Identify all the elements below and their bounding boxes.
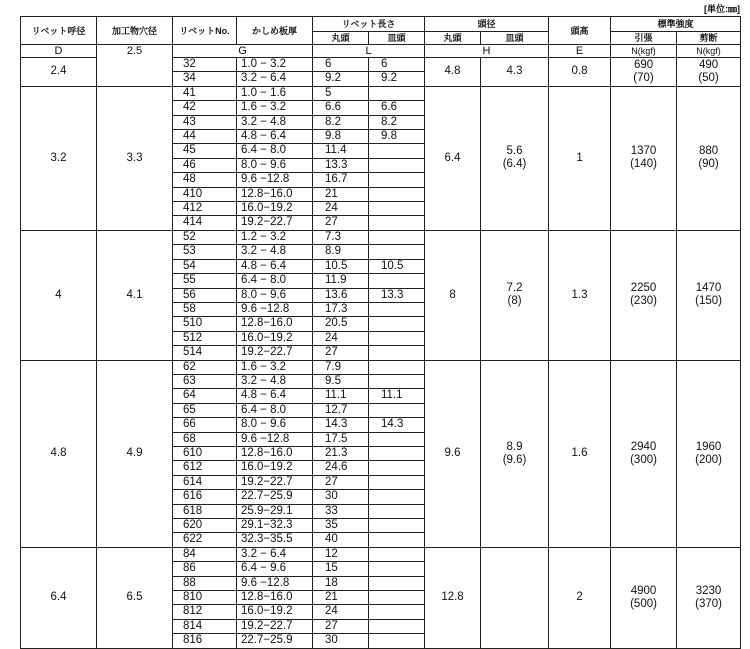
grip-range-cell: 4.8 − 6.4 xyxy=(237,389,313,403)
grip-range-cell: 22.7−25.9 xyxy=(237,634,313,648)
shear-cell xyxy=(677,360,741,547)
head-dia-flat-cell xyxy=(481,547,549,648)
grip-range-cell: 6.4 − 8.0 xyxy=(237,403,313,417)
grip-range-cell: 12.8−16.0 xyxy=(237,317,313,331)
header-rivet-size: リベット呼径 xyxy=(21,17,97,45)
shear-cell xyxy=(677,58,741,87)
table-body xyxy=(21,58,741,649)
length-round-cell: 8.9 xyxy=(313,245,369,259)
length-round-cell: 35 xyxy=(313,519,369,533)
rivet-no-cell: 54 xyxy=(173,259,237,273)
length-round-cell: 24.6 xyxy=(313,461,369,475)
length-round-cell: 12.7 xyxy=(313,403,369,417)
length-round-cell: 11.4 xyxy=(313,144,369,158)
rivet-no-cell: 34 xyxy=(173,72,237,86)
head-height-cell: 1.3 xyxy=(549,230,611,360)
tensile-cell xyxy=(611,230,677,360)
length-round-cell: 30 xyxy=(313,490,369,504)
length-round-cell: 6 xyxy=(313,58,369,72)
length-round-cell: 27 xyxy=(313,475,369,489)
header-rivet-length: リベット長さ xyxy=(313,17,425,32)
head-dia-round-cell: 9.6 xyxy=(425,360,481,547)
grip-range-cell: 3.2 − 4.8 xyxy=(237,115,313,129)
grip-range-cell: 16.0−19.2 xyxy=(237,331,313,345)
head-dia-flat-cell: 8.9 (9.6) xyxy=(481,360,549,547)
length-round-cell: 7.3 xyxy=(313,230,369,244)
grip-range-cell: 12.8−16.0 xyxy=(237,187,313,201)
length-flat-cell xyxy=(369,86,425,100)
length-flat-cell: 14.3 xyxy=(369,418,425,432)
rivet-size-cell: 3.2 xyxy=(21,86,97,230)
length-round-cell: 13.6 xyxy=(313,288,369,302)
grip-range-cell: 6.4 − 9.6 xyxy=(237,562,313,576)
grip-range-cell: 6.4 − 8.0 xyxy=(237,274,313,288)
tensile-kgf: (500) xyxy=(630,597,657,610)
grip-range-cell: 16.0−19.2 xyxy=(237,605,313,619)
rivet-no-cell: 414 xyxy=(173,216,237,230)
table-row xyxy=(21,86,741,100)
rivet-no-cell: 610 xyxy=(173,446,237,460)
rivet-no-cell: 618 xyxy=(173,504,237,518)
rivet-no-cell: 58 xyxy=(173,302,237,316)
head-dia-round-cell: 12.8 xyxy=(425,547,481,648)
shear-kgf: (90) xyxy=(698,158,719,171)
shear-kgf: (150) xyxy=(695,295,722,308)
drill-hole-cell: 4.9 xyxy=(97,360,173,547)
rivet-no-cell: 616 xyxy=(173,490,237,504)
length-flat-cell: 10.5 xyxy=(369,259,425,273)
header-row-1 xyxy=(21,17,741,32)
shear-newton: 3230 xyxy=(695,584,722,597)
grip-range-cell: 4.8 − 6.4 xyxy=(237,259,313,273)
header-head-flat: 皿頭 xyxy=(481,32,549,45)
rivet-no-cell: 514 xyxy=(173,346,237,360)
length-flat-cell xyxy=(369,202,425,216)
grip-range-cell: 19.2−22.7 xyxy=(237,475,313,489)
length-flat-cell xyxy=(369,317,425,331)
shear-kgf: (370) xyxy=(695,597,722,610)
rivet-no-cell: 68 xyxy=(173,432,237,446)
length-flat-cell xyxy=(369,432,425,446)
head-dia-round-cell: 4.8 xyxy=(425,58,481,87)
grip-range-cell: 9.6 −12.8 xyxy=(237,302,313,316)
length-round-cell: 15 xyxy=(313,562,369,576)
rivet-no-cell: 63 xyxy=(173,374,237,388)
rivet-size-cell: 4.8 xyxy=(21,360,97,547)
length-round-cell: 17.3 xyxy=(313,302,369,316)
length-round-cell: 12 xyxy=(313,547,369,561)
tensile-kgf: (140) xyxy=(630,158,657,171)
rivet-no-cell: 56 xyxy=(173,288,237,302)
length-round-cell: 24 xyxy=(313,331,369,345)
length-flat-cell xyxy=(369,591,425,605)
grip-range-cell: 19.2−22.7 xyxy=(237,216,313,230)
shear-newton: 490 xyxy=(698,58,719,71)
header-strength: 標準強度 xyxy=(611,17,741,32)
rivet-size-cell: 4 xyxy=(21,230,97,360)
length-round-cell: 24 xyxy=(313,605,369,619)
header-length-flat: 皿頭 xyxy=(369,32,425,45)
head-height-cell: 2 xyxy=(549,547,611,648)
header-grip: かしめ板厚 xyxy=(237,17,313,45)
header-head-round: 丸頭 xyxy=(425,32,481,45)
rivet-no-cell: 46 xyxy=(173,158,237,172)
length-flat-cell xyxy=(369,302,425,316)
tensile-kgf: (300) xyxy=(630,453,657,466)
rivet-no-cell: 410 xyxy=(173,187,237,201)
length-flat-cell xyxy=(369,144,425,158)
length-flat-cell xyxy=(369,158,425,172)
length-flat-cell: 8.2 xyxy=(369,115,425,129)
rivet-no-cell: 64 xyxy=(173,389,237,403)
rivet-no-cell: 45 xyxy=(173,144,237,158)
shear-unit: N(kgf) xyxy=(677,45,741,58)
rivet-no-cell: 41 xyxy=(173,86,237,100)
shear-cell xyxy=(677,86,741,230)
grip-range-cell: 32.3−35.5 xyxy=(237,533,313,547)
tensile-unit: N(kgf) xyxy=(611,45,677,58)
grip-range-cell: 12.8−16.0 xyxy=(237,446,313,460)
length-round-cell: 33 xyxy=(313,504,369,518)
header-tensile: 引張 xyxy=(611,32,677,45)
rivet-size-cell: 6.4 xyxy=(21,547,97,648)
rivet-no-cell: 86 xyxy=(173,562,237,576)
drill-hole-cell: 3.3 xyxy=(97,86,173,230)
table-row xyxy=(21,58,741,72)
length-flat-cell: 9.2 xyxy=(369,72,425,86)
length-round-cell: 21 xyxy=(313,591,369,605)
length-flat-cell xyxy=(369,187,425,201)
rivet-no-cell: 55 xyxy=(173,274,237,288)
rivet-no-cell: 620 xyxy=(173,519,237,533)
shear-newton: 1960 xyxy=(695,440,722,453)
length-flat-cell: 6 xyxy=(369,58,425,72)
tensile-kgf: (70) xyxy=(633,71,654,84)
grip-range-cell: 16.0−19.2 xyxy=(237,202,313,216)
head-height-cell: 1 xyxy=(549,86,611,230)
rivet-no-cell: 42 xyxy=(173,101,237,115)
head-dia-round-cell: 8 xyxy=(425,230,481,360)
length-round-cell: 18 xyxy=(313,576,369,590)
length-flat-cell xyxy=(369,634,425,648)
length-flat-cell xyxy=(369,346,425,360)
grip-range-cell: 6.4 − 8.0 xyxy=(237,144,313,158)
tensile-kgf: (230) xyxy=(630,295,657,308)
drill-hole-cell: 6.5 xyxy=(97,547,173,648)
header-drill-hole: 加工物穴径 xyxy=(97,17,173,45)
length-round-cell: 20.5 xyxy=(313,317,369,331)
length-flat-cell xyxy=(369,619,425,633)
table-row xyxy=(21,547,741,561)
shear-kgf: (50) xyxy=(698,71,719,84)
drill-hole-cell xyxy=(97,58,173,87)
head-dia-round-cell: 6.4 xyxy=(425,86,481,230)
length-round-cell: 11.9 xyxy=(313,274,369,288)
table-row xyxy=(21,230,741,244)
length-round-cell: 27 xyxy=(313,346,369,360)
length-round-cell: 11.1 xyxy=(313,389,369,403)
rivet-no-cell: 52 xyxy=(173,230,237,244)
length-round-cell: 27 xyxy=(313,619,369,633)
rivet-no-cell: 53 xyxy=(173,245,237,259)
length-flat-cell xyxy=(369,519,425,533)
grip-range-cell: 9.6 −12.8 xyxy=(237,576,313,590)
grip-range-cell: 9.6 −12.8 xyxy=(237,432,313,446)
rivet-size-cell: 2.4 xyxy=(21,58,97,87)
grip-range-cell: 12.8−16.0 xyxy=(237,591,313,605)
length-flat-cell: 13.3 xyxy=(369,288,425,302)
shear-newton: 1470 xyxy=(695,282,722,295)
length-flat-cell xyxy=(369,576,425,590)
rivet-no-cell: 810 xyxy=(173,591,237,605)
length-flat-cell xyxy=(369,490,425,504)
length-flat-cell xyxy=(369,461,425,475)
length-round-cell: 6.6 xyxy=(313,101,369,115)
grip-range-cell: 19.2−22.7 xyxy=(237,619,313,633)
length-round-cell: 14.3 xyxy=(313,418,369,432)
length-flat-cell xyxy=(369,230,425,244)
length-round-cell: 8.2 xyxy=(313,115,369,129)
code-l: L xyxy=(313,45,425,58)
length-flat-cell xyxy=(369,504,425,518)
length-flat-cell xyxy=(369,475,425,489)
rivet-no-cell: 812 xyxy=(173,605,237,619)
head-dia-flat-cell: 5.6 (6.4) xyxy=(481,86,549,230)
head-dia-flat-cell: 4.3 xyxy=(481,58,549,87)
rivet-no-cell: 66 xyxy=(173,418,237,432)
length-flat-cell xyxy=(369,274,425,288)
rivet-no-cell: 62 xyxy=(173,360,237,374)
length-round-cell: 27 xyxy=(313,216,369,230)
grip-range-cell: 1.0 − 1.6 xyxy=(237,86,313,100)
tensile-newton: 690 xyxy=(633,58,654,71)
grip-range-cell: 1.0 − 3.2 xyxy=(237,58,313,72)
length-round-cell: 30 xyxy=(313,634,369,648)
grip-range-cell: 8.0 − 9.6 xyxy=(237,418,313,432)
length-round-cell: 9.2 xyxy=(313,72,369,86)
length-flat-cell xyxy=(369,216,425,230)
rivet-no-cell: 612 xyxy=(173,461,237,475)
grip-range-cell: 9.6 −12.8 xyxy=(237,173,313,187)
unit-label: [単位:㎜] xyxy=(704,4,740,14)
length-flat-cell xyxy=(369,547,425,561)
length-round-cell: 16.7 xyxy=(313,173,369,187)
rivet-no-cell: 510 xyxy=(173,317,237,331)
length-flat-cell: 6.6 xyxy=(369,101,425,115)
grip-range-cell: 16.0−19.2 xyxy=(237,461,313,475)
tensile-newton: 2940 xyxy=(630,440,657,453)
grip-range-cell: 3.2 − 4.8 xyxy=(237,374,313,388)
tensile-cell xyxy=(611,360,677,547)
drill-hole-cell: 4.1 xyxy=(97,230,173,360)
length-round-cell: 10.5 xyxy=(313,259,369,273)
header-head-diameter: 頭径 xyxy=(425,17,549,32)
tensile-cell xyxy=(611,547,677,648)
grip-range-cell: 19.2−22.7 xyxy=(237,346,313,360)
tensile-newton: 4900 xyxy=(630,584,657,597)
grip-range-cell: 3.2 − 4.8 xyxy=(237,245,313,259)
table-row xyxy=(21,360,741,374)
grip-range-cell: 1.6 − 3.2 xyxy=(237,360,313,374)
length-flat-cell xyxy=(369,374,425,388)
length-flat-cell xyxy=(369,331,425,345)
length-round-cell: 13.3 xyxy=(313,158,369,172)
length-flat-cell xyxy=(369,446,425,460)
code-d: D xyxy=(21,45,97,58)
rivet-no-cell: 512 xyxy=(173,331,237,345)
length-flat-cell xyxy=(369,360,425,374)
rivet-no-cell: 48 xyxy=(173,173,237,187)
length-flat-cell xyxy=(369,173,425,187)
length-round-cell: 17.5 xyxy=(313,432,369,446)
shear-cell xyxy=(677,230,741,360)
rivet-no-cell: 816 xyxy=(173,634,237,648)
rivet-no-cell: 43 xyxy=(173,115,237,129)
grip-range-cell: 8.0 − 9.6 xyxy=(237,288,313,302)
header-head-height: 頭高 xyxy=(549,17,611,45)
grip-range-cell: 22.7−25.9 xyxy=(237,490,313,504)
length-flat-cell xyxy=(369,533,425,547)
rivet-no-cell: 32 xyxy=(173,58,237,72)
rivet-no-cell: 614 xyxy=(173,475,237,489)
header-row-codes xyxy=(21,45,741,58)
grip-range-cell: 3.2 − 6.4 xyxy=(237,547,313,561)
rivet-no-cell: 84 xyxy=(173,547,237,561)
grip-range-cell: 4.8 − 6.4 xyxy=(237,130,313,144)
grip-range-cell: 3.2 − 6.4 xyxy=(237,72,313,86)
head-height-cell: 0.8 xyxy=(549,58,611,87)
tensile-cell xyxy=(611,86,677,230)
shear-cell xyxy=(677,547,741,648)
header-rivet-no: リベットNo. xyxy=(173,17,237,45)
grip-range-cell: 25.9−29.1 xyxy=(237,504,313,518)
grip-range-cell: 1.6 − 3.2 xyxy=(237,101,313,115)
length-round-cell: 9.5 xyxy=(313,374,369,388)
tensile-cell xyxy=(611,58,677,87)
rivet-spec-table xyxy=(20,16,741,649)
rivet-no-cell: 65 xyxy=(173,403,237,417)
grip-range-cell: 29.1−32.3 xyxy=(237,519,313,533)
rivet-no-cell: 44 xyxy=(173,130,237,144)
header-length-round: 丸頭 xyxy=(313,32,369,45)
code-g: G xyxy=(173,45,313,58)
length-round-cell: 9.8 xyxy=(313,130,369,144)
length-round-cell: 40 xyxy=(313,533,369,547)
length-round-cell: 5 xyxy=(313,86,369,100)
tensile-newton: 1370 xyxy=(630,145,657,158)
length-round-cell: 24 xyxy=(313,202,369,216)
header-shear: 剪断 xyxy=(677,32,741,45)
length-round-cell: 21 xyxy=(313,187,369,201)
rivet-no-cell: 88 xyxy=(173,576,237,590)
length-flat-cell xyxy=(369,562,425,576)
length-flat-cell: 11.1 xyxy=(369,389,425,403)
rivet-no-cell: 622 xyxy=(173,533,237,547)
length-round-cell: 21.3 xyxy=(313,446,369,460)
length-round-cell: 7.9 xyxy=(313,360,369,374)
shear-newton: 880 xyxy=(698,145,719,158)
length-flat-cell xyxy=(369,605,425,619)
grip-range-cell: 8.0 − 9.6 xyxy=(237,158,313,172)
length-flat-cell xyxy=(369,403,425,417)
rivet-no-cell: 412 xyxy=(173,202,237,216)
head-dia-flat-cell: 7.2 (8) xyxy=(481,230,549,360)
drill-hole-first-value: 2.5 xyxy=(97,45,173,58)
length-flat-cell: 9.8 xyxy=(369,130,425,144)
shear-kgf: (200) xyxy=(695,453,722,466)
length-flat-cell xyxy=(369,245,425,259)
grip-range-cell: 1.2 − 3.2 xyxy=(237,230,313,244)
head-height-cell: 1.6 xyxy=(549,360,611,547)
tensile-newton: 2250 xyxy=(630,282,657,295)
code-e: E xyxy=(549,45,611,58)
code-h: H xyxy=(425,45,549,58)
rivet-no-cell: 814 xyxy=(173,619,237,633)
